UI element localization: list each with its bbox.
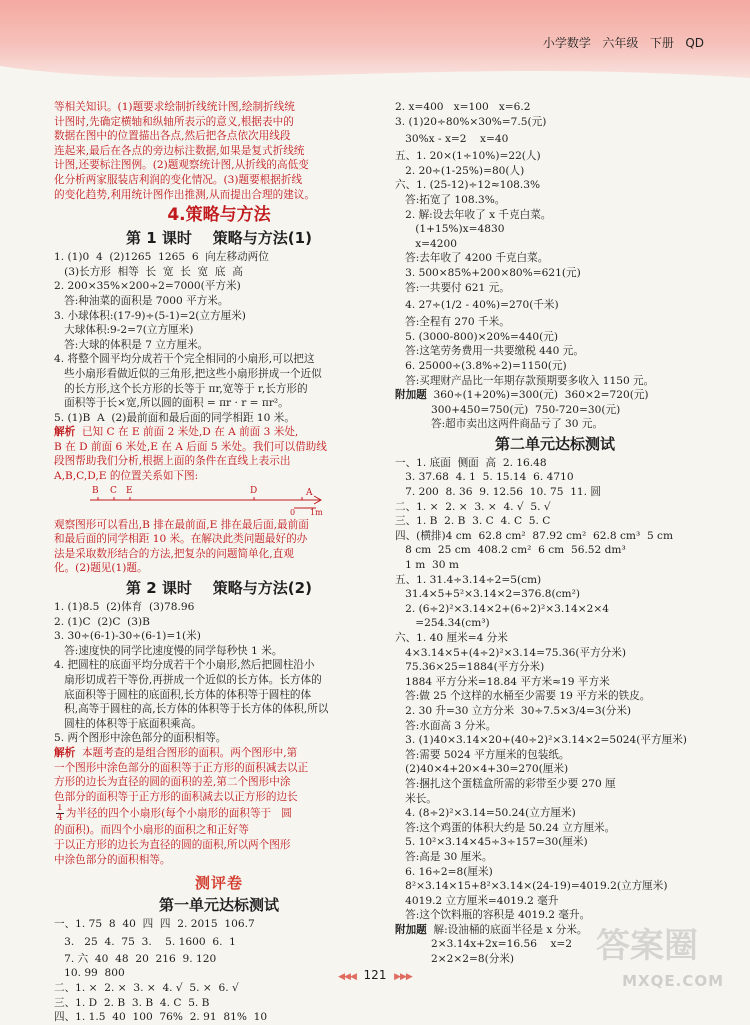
text-line: 3. 25 4. 75 3. 5. 1600 6. 1 bbox=[54, 935, 236, 948]
text-line: 六、1. (25-12)÷12≈108.3% bbox=[395, 179, 541, 192]
point-label: B bbox=[92, 485, 99, 496]
text-line: 中涂色部分的面积相等。 bbox=[54, 853, 171, 866]
text-line: (1+15%)x=4830 bbox=[395, 223, 505, 236]
text-line: 6. 25000÷(3.8%÷2)=1150(元) bbox=[395, 359, 567, 372]
text-line: 2. 200×35%×200÷2=7000(平方米) bbox=[54, 280, 241, 293]
text-line: 1. (1)0 4 (2)1265 1265 6 向左移动两位 bbox=[54, 251, 269, 264]
text-line: 6. 16÷2=8(厘米) bbox=[395, 865, 493, 878]
text-line: 三、1. D 2. B 3. B 4. C 5. B bbox=[54, 996, 210, 1009]
fraction-denominator: 4 bbox=[57, 813, 63, 824]
text-line: 7. 200 8. 36 9. 12.56 10. 75 11. 圆 bbox=[395, 486, 601, 499]
bonus-label: 附加题 bbox=[395, 923, 427, 936]
text-line: 300+450=750(元) 750-720=30(元) bbox=[431, 403, 621, 416]
bonus-text: 360×2=720(元) bbox=[564, 389, 649, 402]
page-number: 121 bbox=[363, 968, 387, 982]
text-line: x=4200 bbox=[395, 237, 458, 250]
text-line: 数据在图中的位置描出各点,然后把各点依次用线段 bbox=[54, 130, 291, 143]
text-line: 3. 30÷(6-1)-30÷(6-1)=1(米) bbox=[54, 630, 201, 643]
text-line: 答:这个饮料瓶的容积是 4019.2 毫升。 bbox=[395, 909, 591, 922]
text-line: 等相关知识。(1)题要求绘制折线统计图,绘制折线统 bbox=[54, 101, 295, 113]
scale-label: 1m bbox=[310, 507, 323, 517]
text-line: 二、1. × 2. × 3. × 4. √ 5. × 6. √ bbox=[54, 981, 239, 994]
text-line: 答:一共要付 621 元。 bbox=[395, 281, 510, 294]
text-line: 31.4×5+5²×3.14×2=376.8(cm²) bbox=[395, 588, 580, 601]
text-line: 2. 解:设去年收了 x 千克白菜。 bbox=[395, 208, 552, 221]
text-line: 段图帮助我们分析,根据上面的条件在直线上表示出 bbox=[54, 455, 291, 468]
text-line: 计图,还要标注图例。(2)题观察统计图,从折线的高低变 bbox=[54, 159, 309, 172]
text-line: 方形的边长为直径的圆的面积的差,第二个图形中涂 bbox=[54, 776, 291, 789]
point-label: A bbox=[306, 487, 313, 498]
text-line: 的长方形,这个长方形的长等于 πr,宽等于 r,长方形的 bbox=[54, 382, 308, 395]
text-line: 五、1. 20×(1÷10%)=22(人) bbox=[395, 150, 541, 163]
text-line: 2×3.14x+2x=16.56 x=2 bbox=[431, 938, 573, 951]
text-line: 六、1. 40 厘米=4 分米 bbox=[395, 632, 508, 644]
analysis-block bbox=[54, 425, 384, 576]
bonus-label: 附加题 bbox=[395, 389, 427, 402]
text-line: 底面积等于圆柱的底面积,长方体的体积等于圆柱的体 bbox=[54, 688, 312, 701]
right-column bbox=[395, 100, 715, 967]
volume-label: 下册 bbox=[649, 36, 674, 50]
text-line: 答:去年收了 4200 千克白菜。 bbox=[395, 252, 549, 265]
text-line: =254.34(cm³) bbox=[395, 617, 490, 630]
text-line: 答:速度快的同学比速度慢的同学每秒快 1 米。 bbox=[54, 644, 283, 657]
text-line: 答:做 25 个这样的水桶至少需要 19 平方米的铁皮。 bbox=[395, 690, 651, 703]
text-line: 8 cm 25 cm 408.2 cm² 6 cm 56.52 dm³ bbox=[395, 544, 626, 557]
unit-answers-continued bbox=[395, 100, 715, 388]
text-line: 法是采取数形结合的方法,把复杂的问题简单化,直观 bbox=[54, 547, 294, 560]
test-section-title: 测评卷 bbox=[194, 874, 243, 893]
analysis-label: 解析 bbox=[54, 426, 76, 439]
text-line: 化。(2)题见(1)题。 bbox=[54, 562, 148, 575]
text-line: 答:需要 5024 平方厘米的包装纸。 bbox=[395, 748, 570, 761]
analysis-label: 解析 bbox=[54, 746, 76, 759]
text-line: 2×2×2=8(分米) bbox=[431, 953, 515, 966]
position-line-diagram bbox=[84, 486, 334, 516]
point-label: C bbox=[110, 485, 117, 496]
text-line: 答:全程有 270 千米。 bbox=[395, 316, 510, 329]
analysis-text: 为半径的四个小扇形(每个小扇形的面积等于 圆 bbox=[65, 807, 292, 820]
text-line: 答:超市卖出这两件商品亏了 30 元。 bbox=[431, 418, 604, 431]
text-line: 3. (1)40×3.14×20+(40÷2)²×3.14×2=5024(平方厘米) bbox=[395, 734, 687, 747]
text-line: 5. (3000-800)×20%=440(元) bbox=[395, 330, 558, 343]
text-line: 扇形切成若干等份,再拼成一个近似的长方体。长方体的 bbox=[54, 674, 322, 686]
text-line: 色部分的面积等于正方形的面积减去以正方形的边长 bbox=[54, 790, 298, 803]
text-line: 7. 六 40 48 20 216 9. 120 bbox=[54, 952, 217, 965]
text-line: 3. 37.68 4. 1 5. 15.14 6. 4710 bbox=[395, 471, 574, 484]
text-line: 答:这个鸡蛋的体积大约是 50.24 立方厘米。 bbox=[395, 821, 616, 834]
subject-label: 小学数学 bbox=[542, 36, 591, 50]
text-line: 4×3.14×5+(4÷2)²×3.14=75.36(平方分米) bbox=[395, 646, 626, 659]
text-line: 和最后面的同学相距 10 米。在解决此类问题最好的办 bbox=[54, 533, 308, 546]
text-line: 答:这笔劳务费用一共要缴税 440 元。 bbox=[395, 345, 584, 358]
text-line: (2)40×4+20×4+30=270(厘米) bbox=[395, 763, 569, 776]
text-line: 1. (1)8.5 (2)体育 (3)78.96 bbox=[54, 601, 195, 614]
text-line: 4. 将整个圆平均分成若干个完全相同的小扇形,可以把这 bbox=[54, 353, 315, 366]
text-line: 连起来,最后在各点的旁边标注数据,如果是复式折线统 bbox=[54, 144, 305, 157]
text-line: 4. 把圆柱的底面平均分成若干个小扇形,然后把圆柱沿小 bbox=[54, 659, 315, 672]
lesson-title: 第 2 课时 策略与方法(2) bbox=[126, 579, 312, 598]
text-line: 2. (1)C (2)C (3)B bbox=[54, 615, 150, 628]
question-number: 5. bbox=[54, 411, 65, 424]
text-line: 一、1. 75 8 40 四 四 2. 2015 106.7 bbox=[54, 918, 255, 931]
text-line: 4019.2 立方厘米=4019.2 毫升 bbox=[395, 894, 559, 907]
text-line: 一、1. 底面 侧面 高 2. 16.48 bbox=[395, 456, 547, 469]
point-label: E bbox=[126, 485, 133, 496]
watermark-logo bbox=[592, 916, 732, 996]
text-line: 2. x=400 x=100 x=6.2 bbox=[395, 101, 531, 113]
unit-test-title: 第一单元达标测试 bbox=[158, 896, 279, 915]
text-line bbox=[54, 425, 384, 440]
analysis-block bbox=[54, 746, 384, 867]
text-line: 4. (8÷2)²×3.14=50.24(立方厘米) bbox=[395, 807, 576, 820]
text-line: 计图时,先确定横轴和纵轴所表示的意义,根据表中的 bbox=[54, 115, 294, 128]
page-footer bbox=[0, 968, 750, 982]
text-line: 圆柱的体积等于底面积乘高。 bbox=[54, 717, 202, 730]
lesson1-answers bbox=[54, 250, 384, 425]
header-wave bbox=[0, 56, 750, 96]
text-line bbox=[54, 411, 384, 426]
text-line: 答:买理财产品比一年期存款预期要多收入 1150 元。 bbox=[395, 374, 655, 387]
text-line: 30%x - x=2 x=40 bbox=[395, 133, 509, 146]
text-line: 1884 平方分米=18.84 平方米≈19 平方米 bbox=[395, 675, 610, 688]
text-line: 8²×3.14×15+8²×3.14×(24-19)=4019.2(立方厘米) bbox=[395, 880, 668, 893]
text-line bbox=[54, 746, 384, 761]
lesson2-answers bbox=[54, 600, 384, 746]
text-line: 的变化趋势,利用统计图作出推测,从而提出合理的建议。 bbox=[54, 188, 315, 201]
watermark-big-text: 答案圈 bbox=[596, 926, 698, 966]
text-line: (3)长方形 相等 长 宽 长 宽 底 高 bbox=[54, 265, 243, 278]
text-line: 3. 500×85%+200×80%=621(元) bbox=[395, 266, 581, 279]
text-line: 3. 小球体积:(17-9)÷(5-1)=2(立方厘米) bbox=[54, 309, 246, 322]
scale-label: 0 bbox=[290, 507, 296, 517]
text-line bbox=[395, 388, 715, 403]
text-line: 三、1. B 2. B 3. C 4. C 5. C bbox=[395, 515, 551, 528]
lesson-title: 第 1 课时 策略与方法(1) bbox=[126, 229, 312, 248]
text-line: 一个图形中涂色部分的面积等于正方形的面积减去以正 bbox=[54, 761, 309, 774]
text-line: 答:水面高 3 分米。 bbox=[395, 719, 497, 732]
text-line: 2. (6÷2)²×3.14×2+(6÷2)²×3.14×2×4 bbox=[395, 602, 609, 615]
bonus-question bbox=[395, 388, 715, 432]
text-line: 答:种油菜的面积是 7000 平方米。 bbox=[54, 294, 229, 307]
text-line: 二、1. × 2. × 3. × 4. √ 5. √ bbox=[395, 500, 551, 513]
point-label: D bbox=[250, 485, 258, 496]
text-line: 的面积)。而四个小扇形的面积之和正好等 bbox=[54, 824, 249, 837]
text-line: 答:捆扎这个蛋糕盒所需的彩带至少要 270 厘 bbox=[395, 777, 616, 790]
question-answer: (1)B A (2)最前面和最后面的同学相距 10 米。 bbox=[67, 411, 295, 424]
text-line: 些小扇形看做近似的三角形,把这些小扇形拼成一个近似 bbox=[54, 367, 322, 380]
text-line: 2. 30 升=30 立方分米 30÷7.5×3/4=3(分米) bbox=[395, 704, 632, 717]
section-title: 4.策略与方法 bbox=[167, 205, 271, 226]
fraction bbox=[56, 804, 64, 823]
text-line: 五、1. 31.4÷3.14÷2=5(cm) bbox=[395, 573, 542, 586]
bonus-text: 360÷(1+20%)=300(元) bbox=[433, 389, 559, 402]
bonus-text: 解:设油桶的底面半径是 x 分米。 bbox=[433, 923, 588, 936]
intro-paragraph bbox=[54, 100, 384, 202]
text-line: 10. 99 800 bbox=[54, 967, 125, 980]
text-line: 积,高等于圆柱的高,长方体的体积等于长方体的体积,所以 bbox=[54, 703, 329, 716]
text-line: 面积等于长×宽,所以圆的面积 = πr · r = πr²。 bbox=[54, 397, 289, 410]
unit-test-title: 第二单元达标测试 bbox=[494, 434, 615, 453]
text-line: 答:大球的体积是 7 立方厘米。 bbox=[54, 338, 209, 351]
text-line: 3. (1)20÷80%×30%=7.5(元) bbox=[395, 115, 547, 128]
fraction-numerator: 1 bbox=[57, 804, 63, 814]
text-line: 四、1. 1.5 40 100 76% 2. 91 81% 10 bbox=[54, 1011, 268, 1024]
text-line: B 在 D 前面 6 米处,E 在 A 后面 5 米处。我们可以借助线 bbox=[54, 440, 327, 453]
text-line: A,B,C,D,E 的位置关系如下图: bbox=[54, 470, 199, 483]
edition-label: QD bbox=[685, 36, 704, 50]
line-diagram bbox=[84, 486, 334, 516]
text-line: 5. 两个图形中涂色部分的面积相等。 bbox=[54, 732, 227, 745]
text-line: 4. 27÷(1/2 - 40%)=270(千米) bbox=[395, 299, 559, 312]
grade-label: 六年级 bbox=[602, 36, 639, 50]
text-line bbox=[54, 804, 384, 823]
text-line: 5. 10²×3.14×45÷3÷157=30(厘米) bbox=[395, 836, 588, 849]
left-column bbox=[54, 100, 384, 1025]
analysis-text: 本题考查的是组合图形的面积。两个图形中,第 bbox=[81, 746, 298, 759]
text-line: 大球体积:9-2=7(立方厘米) bbox=[54, 324, 194, 337]
text-line: 75.36×25=1884(平方分米) bbox=[395, 661, 545, 674]
text-line: 化分析两家服装店利润的变化情况。(3)题要根据折线 bbox=[54, 173, 303, 186]
text-line: 1 m 30 m bbox=[395, 559, 459, 572]
right-arrows-icon: ▶▶▶ bbox=[394, 972, 412, 982]
text-line: 答:高是 30 厘米。 bbox=[395, 850, 493, 863]
text-line: 四、(横排)4 cm 62.8 cm² 87.92 cm² 62.8 cm³ 5 cm bbox=[395, 529, 674, 542]
text-line: 答:拓宽了 108.3%。 bbox=[395, 193, 506, 206]
text-line: 米长。 bbox=[395, 792, 437, 805]
unit2-answers bbox=[395, 456, 715, 923]
watermark-text: MXQE.COM bbox=[622, 972, 724, 990]
text-line: 于以正方形的边长为直径的圆的面积,所以两个图形 bbox=[54, 838, 291, 851]
left-arrows-icon: ◀◀◀ bbox=[338, 972, 356, 982]
text-line: 2. 20÷(1-25%)=80(人) bbox=[395, 164, 525, 177]
analysis-text: 已知 C 在 E 前面 2 米处,D 在 A 前面 3 米处, bbox=[81, 426, 299, 439]
book-info bbox=[543, 34, 704, 51]
text-line: 观察图形可以看出,B 排在最前面,E 排在最后面,最前面 bbox=[54, 518, 309, 531]
